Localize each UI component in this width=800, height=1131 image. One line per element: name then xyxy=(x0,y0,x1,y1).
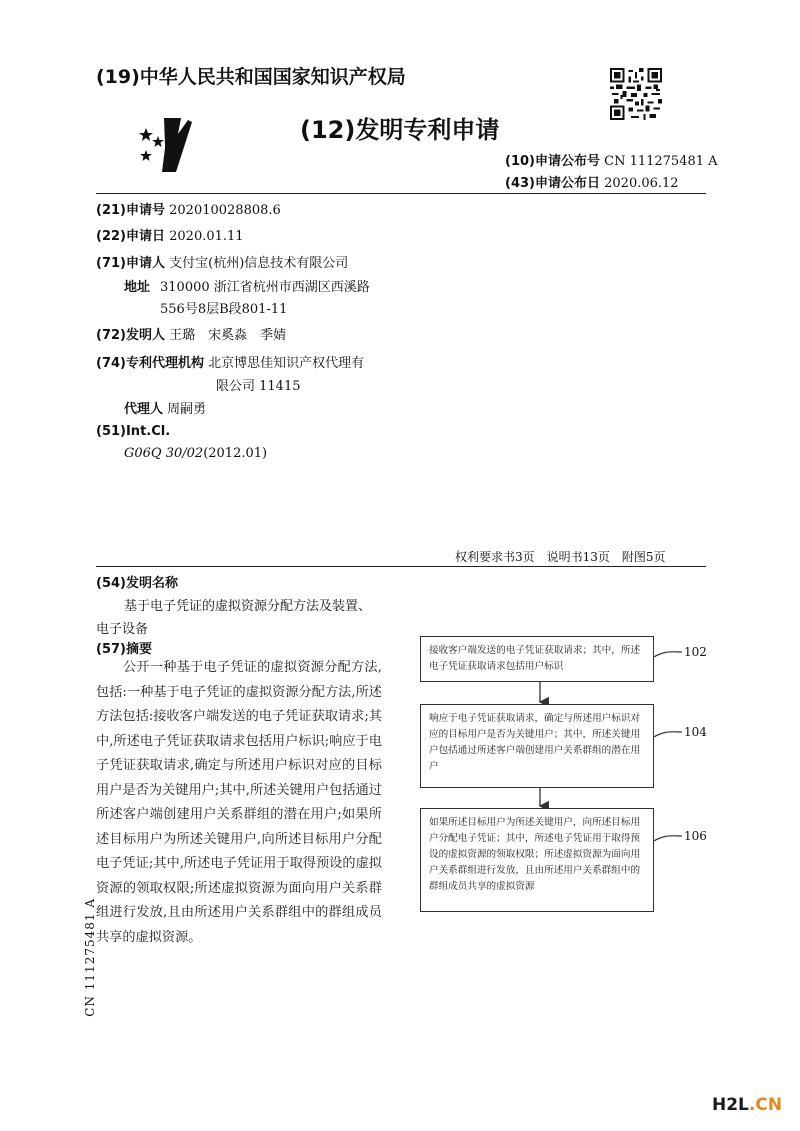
abstract-text: 公开一种基于电子凭证的虚拟资源分配方法,包括:一种基于电子凭证的虚拟资源分配方法,所述方法包括:接收客户端发送的电子凭证获取请求;其中,所述电子凭证获取请求包括用户标识;响应于电子凭证获取请求,确定与所述用户标识对应的目标用户是否为关键用户;其中,所述关键用户包括通过所述客户端创建用户关系群组的潜在用户;如果所述目标用户为所述关键用户,向所述目标用户分配电子凭证;其中,所述电子凭证用于取得预设的虚拟资源的领取权限;所述虚拟资源为面向用户关系群组进行发放,且由所述用户关系群组中的群组成员共享的虚拟资源。 xyxy=(96,660,382,945)
agency-line2: 限公司 11415 xyxy=(216,379,301,394)
page-counts: 权利要求书3页 说明书13页 附图5页 xyxy=(455,550,666,564)
side-pub-number: CN 111275481 A xyxy=(83,898,97,1017)
agency-label: (74)专利代理机构 xyxy=(96,356,204,371)
address-label: 地址 xyxy=(124,280,151,295)
leader-102 xyxy=(652,652,682,658)
flow-step-106: 如果所述目标用户为所述关键用户，向所述目标用户分配电子凭证；其中，所述电子凭证用于取得预设的虚拟资源的领取权限；所述虚拟资源为面向用户关系群组进行发放，且由所述用户关系群组中的群组成员共享的虚拟资源 xyxy=(420,808,654,912)
pub-number: CN 111275481 A xyxy=(604,154,718,169)
applicant-label: (71)申请人 xyxy=(96,256,165,271)
leader-104 xyxy=(652,732,682,738)
watermark-logo: H2L.CN xyxy=(712,1095,783,1115)
pub-date: 2020.06.12 xyxy=(604,176,679,191)
applicant: 支付宝(杭州)信息技术有限公司 xyxy=(169,256,349,271)
app-date-label: (22)申请日 xyxy=(96,229,165,244)
document-type: (12)发明专利申请 xyxy=(300,116,500,144)
title-line1: 基于电子凭证的虚拟资源分配方法及装置、 xyxy=(124,599,372,614)
flow-step-102: 接收客户端发送的电子凭证获取请求；其中，所述电子凭证获取请求包括用户标识 xyxy=(420,636,654,682)
agent: 周嗣勇 xyxy=(167,402,207,417)
intcl-code: G06Q 30/02 xyxy=(124,446,204,461)
header-divider xyxy=(96,193,706,194)
counts-divider xyxy=(96,566,706,567)
address-line2: 556号8层B段801-11 xyxy=(160,302,288,317)
app-number-label: (21)申请号 xyxy=(96,203,165,218)
leader-106 xyxy=(652,836,682,842)
abstract-label: (57)摘要 xyxy=(96,642,152,657)
qr-code xyxy=(610,68,662,120)
intcl-version: (2012.01) xyxy=(203,446,268,461)
cnipa-logo-icon xyxy=(136,112,202,178)
flow-step-104: 响应于电子凭证获取请求，确定与所述用户标识对应的目标用户是否为关键用户；其中，所述关键用户包括通过所述客户端创建用户关系群组的潜在用户 xyxy=(420,704,654,788)
inventors: 王璐 宋奚淼 季婧 xyxy=(169,328,287,343)
app-number: 202010028808.6 xyxy=(169,203,281,218)
pub-number-label: (10)申请公布号 xyxy=(505,154,600,169)
agent-label: 代理人 xyxy=(124,402,164,417)
title-line2: 电子设备 xyxy=(96,622,149,637)
intcl-label: (51)Int.Cl. xyxy=(96,424,171,439)
step-id-102: 102 xyxy=(684,645,707,659)
app-date: 2020.01.11 xyxy=(169,229,244,244)
pub-date-label: (43)申请公布日 xyxy=(505,176,600,191)
step-id-104: 104 xyxy=(684,725,707,739)
step-id-106: 106 xyxy=(684,829,707,843)
inventor-label: (72)发明人 xyxy=(96,328,165,343)
office-name: (19)中华人民共和国国家知识产权局 xyxy=(96,66,406,88)
title-label: (54)发明名称 xyxy=(96,576,178,591)
address-line1: 310000 浙江省杭州市西湖区西溪路 xyxy=(160,280,370,295)
agency-line1: 北京博思佳知识产权代理有 xyxy=(208,356,365,371)
